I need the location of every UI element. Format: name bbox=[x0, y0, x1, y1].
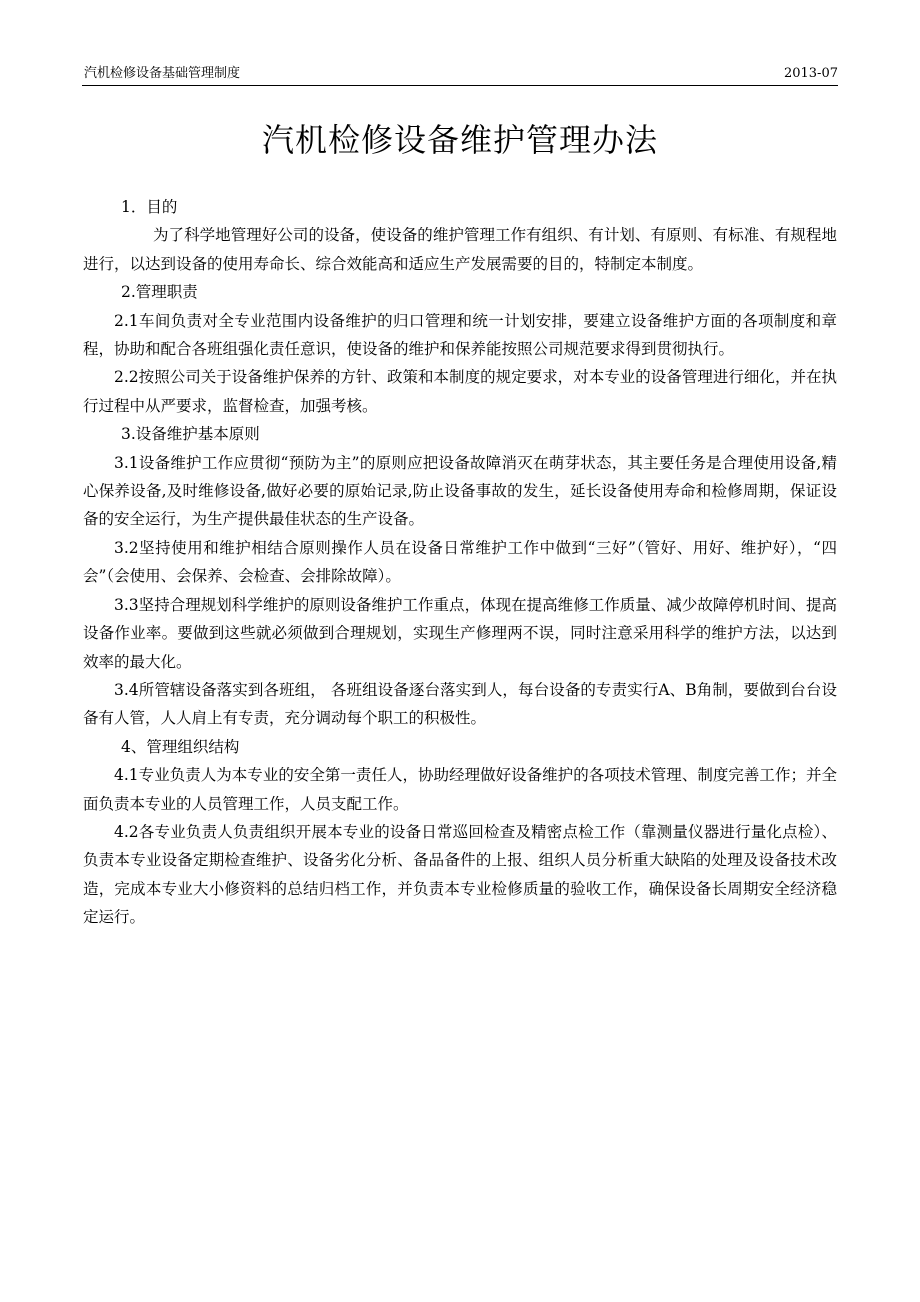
section-heading-responsibilities: 2.管理职责 bbox=[121, 283, 198, 302]
paragraph-2-1: 2.1车间负责对全专业范围内设备维护的归口管理和统一计划安排，要建立设备维护方面的各项制度和章程，协助和配合各班组强化责任意识，使设备的维护和保养能按照公司规范要求得到贯彻执行。 bbox=[83, 311, 837, 359]
paragraph-purpose: 为了科学地管理好公司的设备，使设备的维护管理工作有组织、有计划、有原则、有标准、有规程地进行，以达到设备的使用寿命长、综合效能高和适应生产发展需要的目的，特制定本制度。 bbox=[83, 226, 837, 273]
section-heading-principles: 3.设备维护基本原则 bbox=[121, 425, 260, 444]
paragraph-2-2: 2.2按照公司关于设备维护保养的方针、政策和本制度的规定要求，对本专业的设备管理进行细化，并在执行过程中从严要求，监督检查，加强考核。 bbox=[83, 368, 837, 415]
header-divider bbox=[82, 85, 838, 86]
paragraph-4-2: 4.2各专业负责人负责组织开展本专业的设备日常巡回检查及精密点检工作（靠测量仪器进行量化点检）、负责本专业设备定期检查维护、设备劣化分析、备品备件的上报、组织人员分析重大缺陷的处理及设备技术改造，完成本专业大小修资料的总结归档工作，并负责本专业检修质量的验收工作，确保设备长周期安全经济稳定运行。 bbox=[83, 822, 837, 927]
paragraph-3-2: 3.2坚持使用和维护相结合原则操作人员在设备日常维护工作中做到“三好”（管好、用好、维护好），“四会”（会使用、会保养、会检查、会排除故障）。 bbox=[83, 538, 837, 586]
document-title: 汽机检修设备维护管理办法 bbox=[261, 121, 658, 159]
paragraph-3-3: 3.3坚持合理规划科学维护的原则设备维护工作重点，体现在提高维修工作质量、减少故障停机时间、提高设备作业率。要做到这些就必须做到合理规划，实现生产修理两不误，同时注意采用科学的维护方法，以达到效率的最大化。 bbox=[83, 595, 837, 671]
paragraph-4-1: 4.1专业负责人为本专业的安全第一责任人，协助经理做好设备维护的各项技术管理、制度完善工作；并全面负责本专业的人员管理工作，人员支配工作。 bbox=[83, 766, 837, 813]
paragraph-3-4: 3.4所管辖设备落实到各班组， 各班组设备逐台落实到人，每台设备的专责实行A、B角制，要做到台台设备有人管，人人肩上有专责，充分调动每个职工的积极性。 bbox=[83, 680, 837, 728]
header-document-name: 汽机检修设备基础管理制度 bbox=[84, 66, 241, 81]
paragraph-3-1: 3.1设备维护工作应贯彻“预防为主”的原则应把设备故障消灭在萌芽状态，其主要任务是合理使用设备,精心保养设备,及时维修设备,做好必要的原始记录,防止设备事故的发生，延长设备使用寿命和检修周期，保证设备的安全运行，为生产提供最佳状态的生产设备。 bbox=[83, 453, 837, 529]
document-body bbox=[83, 193, 837, 932]
header-date: 2013-07 bbox=[783, 66, 838, 81]
section-heading-organization: 4、管理组织结构 bbox=[121, 737, 240, 756]
page-header bbox=[82, 64, 838, 84]
section-heading-purpose: 1．目的 bbox=[121, 198, 178, 216]
